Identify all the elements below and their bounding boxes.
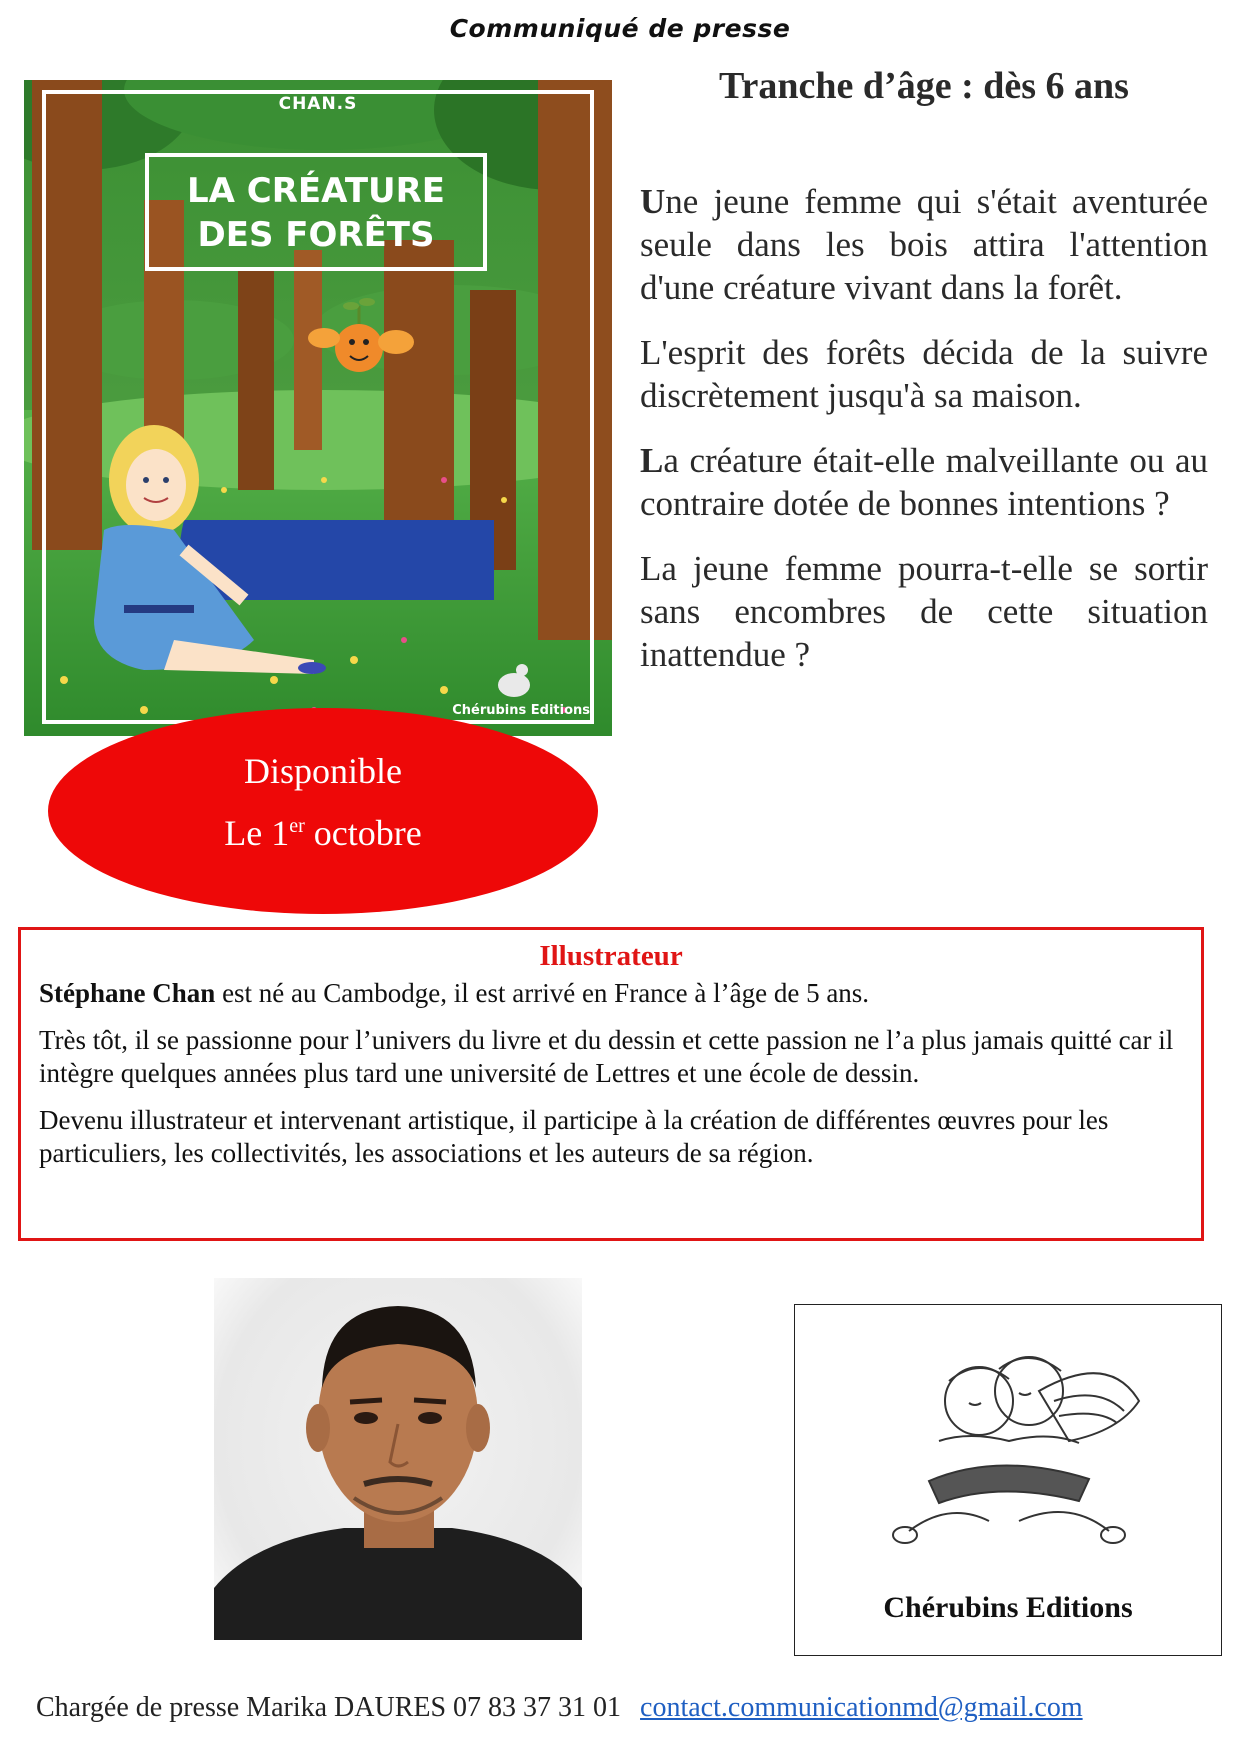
book-cover <box>24 80 612 736</box>
portrait-image <box>214 1278 582 1640</box>
publisher-name: Chérubins Editions <box>883 1591 1133 1624</box>
illustrator-paragraph <box>39 977 1183 1010</box>
illustrator-paragraph: Très tôt, il se passionne pour l’univers du livre et du dessin et cette passion ne l’a plus jamais quitté car il intègre quelques années plus tard une université de Lettres et une école de dessin. <box>39 1025 1174 1088</box>
paragraph-text: ne jeune femme qui s'était aventurée seule dans les bois attira l'attention d'une créature vivant dans la forêt. <box>640 182 1208 307</box>
paragraph-text: est né au Cambodge, il est arrivé en France à l’âge de 5 ans. <box>215 978 870 1008</box>
age-range: Tranche d’âge : dès 6 ans <box>719 65 1129 107</box>
availability-label: Disponible <box>244 751 402 791</box>
date-month: octobre <box>304 813 422 853</box>
cover-title-line2: DES FORÊTS <box>197 215 435 255</box>
paragraph-text: a créature était-elle malveillante ou au contraire dotée de bonnes intentions ? <box>640 441 1208 523</box>
illustrator-section <box>18 927 1204 1241</box>
initial-letter: L <box>640 441 664 480</box>
paragraph-text: L'esprit des forêts décida de la suivre discrètement jusqu'à sa maison. <box>640 333 1208 415</box>
date-day: Le 1 <box>224 813 290 853</box>
section-heading: Illustrateur <box>539 940 683 972</box>
document-title: Communiqué de presse <box>449 14 791 43</box>
synopsis <box>640 180 1208 698</box>
footer-contact <box>36 1692 1226 1724</box>
paragraph-text: La jeune femme pourra-t-elle se sortir sans encombres de cette situation inattendue ? <box>640 549 1208 674</box>
synopsis-paragraph <box>640 439 1208 525</box>
cover-title-line1: LA CRÉATURE <box>186 171 446 211</box>
illustrator-name: Stéphane Chan <box>39 978 216 1008</box>
synopsis-paragraph <box>640 547 1208 676</box>
press-contact: Chargée de presse Marika DAURES 07 83 37 31 01 <box>36 1692 622 1723</box>
illustrator-photo <box>214 1278 582 1640</box>
illustrator-paragraph: Devenu illustrateur et intervenant artistique, il participe à la création de différentes œuvres pour les particuliers, les collectivités, les associations et les auteurs de sa région. <box>39 1105 1109 1168</box>
availability-badge <box>48 708 598 914</box>
date-ordinal: er <box>289 815 305 837</box>
email-link[interactable]: contact.communicationmd@gmail.com <box>640 1692 1083 1723</box>
cover-author: CHAN.S <box>278 94 358 114</box>
availability-date <box>48 812 598 854</box>
cover-title <box>145 153 487 271</box>
synopsis-paragraph <box>640 180 1208 309</box>
synopsis-paragraph <box>640 331 1208 417</box>
cherub-icon <box>869 1331 1149 1571</box>
initial-letter: U <box>640 182 666 221</box>
cover-publisher: Chérubins Editions <box>452 703 590 718</box>
publisher-logo <box>794 1304 1222 1656</box>
